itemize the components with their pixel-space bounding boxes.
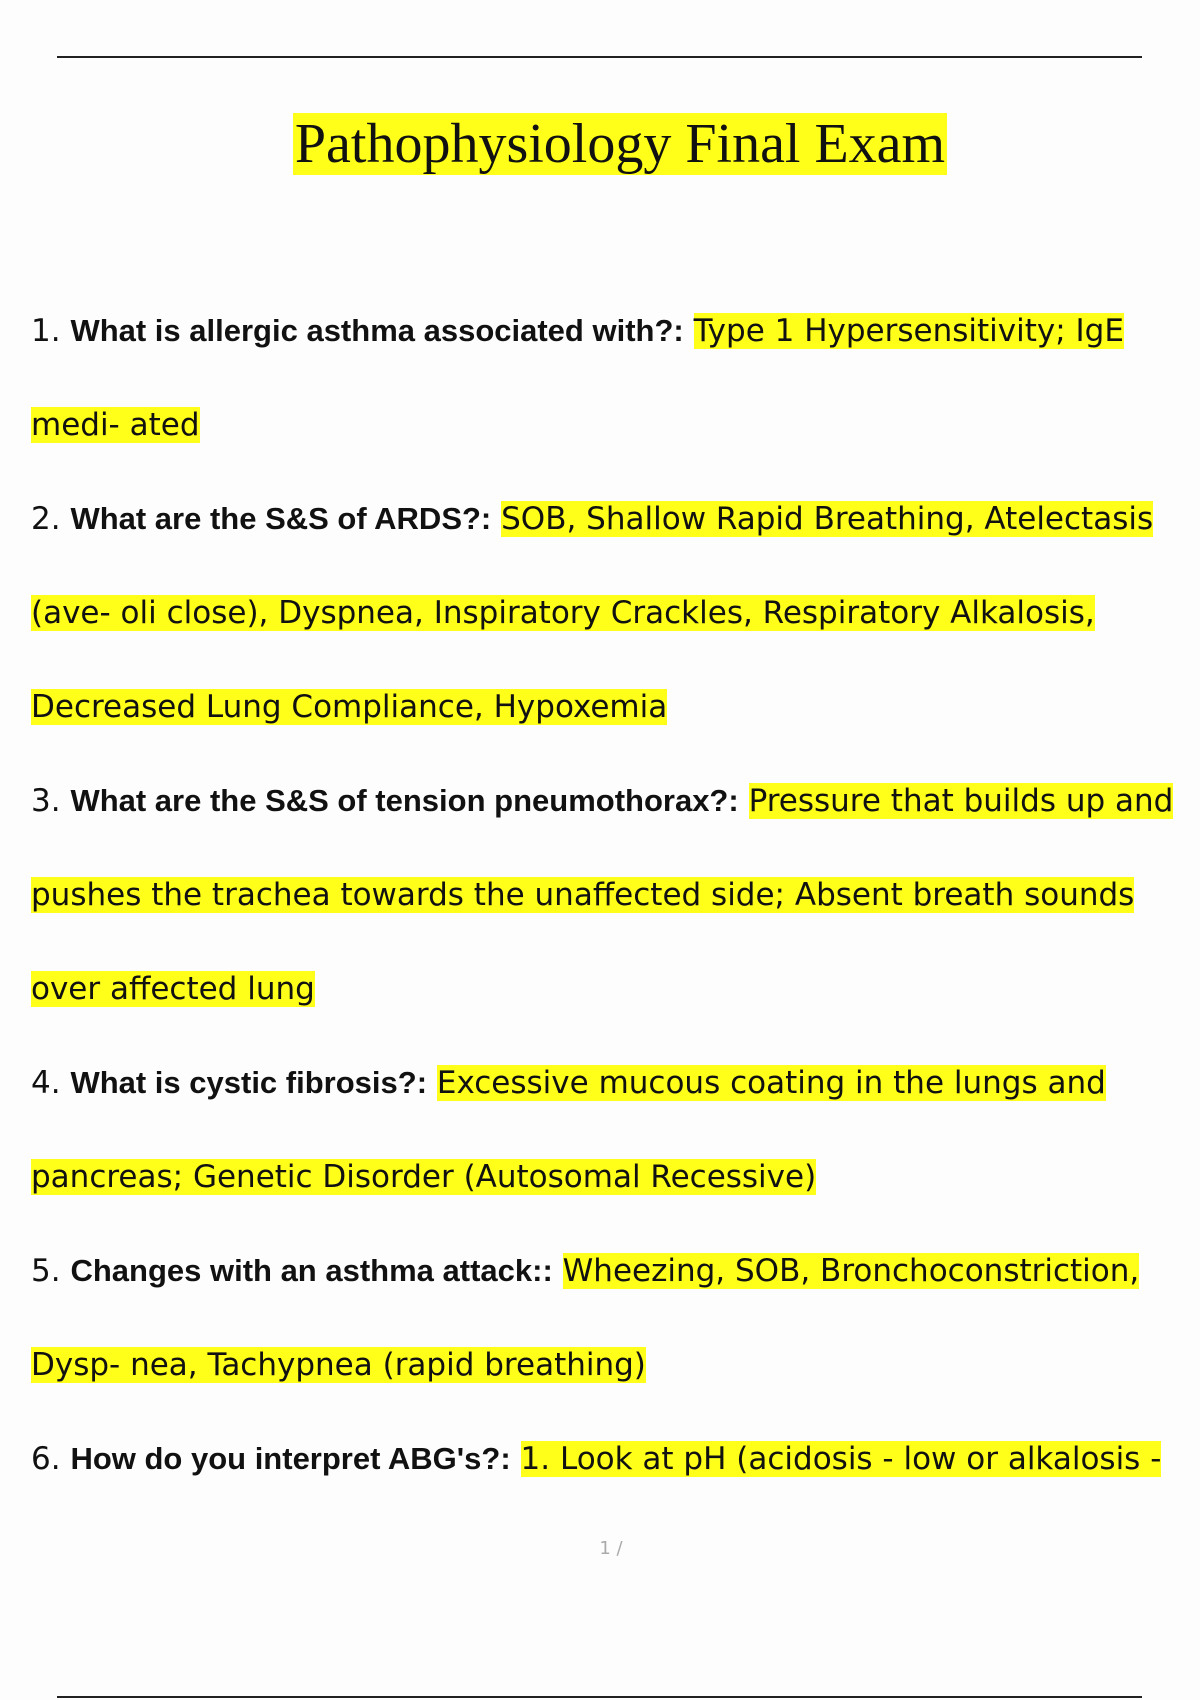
answer-text: 1. Look at pH (acidosis - low or alkalosis - xyxy=(520,1441,1162,1477)
answer-text: Wheezing, SOB, Bronchoconstriction, Dysp- nea, Tachypnea (rapid breathing) xyxy=(31,1253,1140,1383)
question-text: Changes with an asthma attack:: xyxy=(70,1253,553,1288)
question-item xyxy=(31,754,1191,1036)
question-text: What is cystic fibrosis?: xyxy=(70,1065,428,1100)
question-item xyxy=(31,1224,1191,1412)
answer-text: Pressure that builds up and pushes the trachea towards the unaffected side; Absent breath sounds over affected lung xyxy=(31,783,1174,1007)
question-number: 2. xyxy=(31,501,61,537)
question-text: What are the S&S of ARDS?: xyxy=(70,501,492,536)
question-item xyxy=(31,472,1191,754)
question-item xyxy=(31,1036,1191,1224)
question-number: 3. xyxy=(31,783,61,819)
question-item xyxy=(31,1412,1191,1506)
question-number: 5. xyxy=(31,1253,61,1289)
page-number: 1 / xyxy=(599,1538,623,1559)
top-rule xyxy=(57,56,1142,58)
question-text: What are the S&S of tension pneumothorax?: xyxy=(70,783,739,818)
question-text: How do you interpret ABG's?: xyxy=(70,1441,511,1476)
question-list xyxy=(31,284,1191,1506)
question-number: 4. xyxy=(31,1065,61,1101)
question-item xyxy=(31,284,1191,472)
answer-text: SOB, Shallow Rapid Breathing, Atelectasis (ave- oli close), Dyspnea, Inspiratory Crackles, Respiratory Alkalosis, Decreased Lung Compliance, Hypoxemia xyxy=(31,501,1154,725)
page-title xyxy=(0,108,1200,180)
answer-text: Excessive mucous coating in the lungs and pancreas; Genetic Disorder (Autosomal Recessive) xyxy=(31,1065,1106,1195)
question-text: What is allergic asthma associated with?: xyxy=(70,313,684,348)
bottom-rule xyxy=(57,1696,1142,1698)
answer-text: Type 1 Hypersensitivity; IgE medi- ated xyxy=(31,313,1124,443)
question-number: 1. xyxy=(31,313,61,349)
question-number: 6. xyxy=(31,1441,61,1477)
title-text: Pathophysiology Final Exam xyxy=(294,113,946,175)
